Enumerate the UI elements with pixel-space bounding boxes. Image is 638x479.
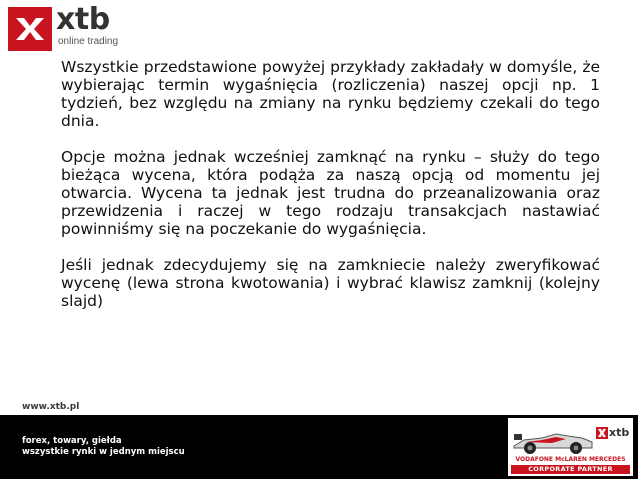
partner-brand-text: xtb bbox=[609, 426, 630, 439]
corporate-partner-badge bbox=[508, 418, 633, 476]
logo-x-mark bbox=[8, 7, 52, 51]
tagline-line-2: wszystkie rynki w jednym miejscu bbox=[22, 447, 185, 457]
xtb-logo bbox=[8, 2, 119, 51]
partner-name: VODAFONE McLAREN MERCEDES bbox=[515, 456, 626, 463]
logo-subtitle: online trading bbox=[58, 36, 119, 47]
race-car-icon bbox=[512, 424, 594, 456]
partner-title: CORPORATE PARTNER bbox=[511, 465, 630, 474]
footer-bar bbox=[0, 415, 638, 479]
footer-tagline bbox=[22, 436, 185, 458]
paragraph-3: Jeśli jednak zdecydujemy się na zamkniecie należy zweryfikować wycenę (lewa strona kwotowania) i wybrać klawisz zamknij (kolejny slajd) bbox=[61, 256, 600, 310]
logo-wordmark: xtb bbox=[56, 2, 110, 37]
partner-xtb-logo bbox=[596, 424, 630, 446]
paragraph-2: Opcje można jednak wcześniej zamknąć na rynku – służy do tego bieżąca wycena, która podąża za naszą opcją od momentu jej otwarcia. Wycena ta jednak jest trudna do przeanalizowania oraz przewidzenia i raczej w tego rodzaju transakcjach nastawiać powinniśmy się na poczekanie do wygaśnięcia. bbox=[61, 148, 600, 238]
tagline-line-1: forex, towary, giełda bbox=[22, 436, 122, 446]
slide-body bbox=[61, 58, 600, 328]
website-link[interactable]: www.xtb.pl bbox=[22, 402, 80, 412]
paragraph-1: Wszystkie przedstawione powyżej przykłady zakładały w domyśle, że wybierając termin wygaśnięcia (rozliczenia) naszej opcji np. 1 tydzień, bez względu na zmiany na rynku będziemy czekali do tego dnia. bbox=[61, 58, 600, 130]
